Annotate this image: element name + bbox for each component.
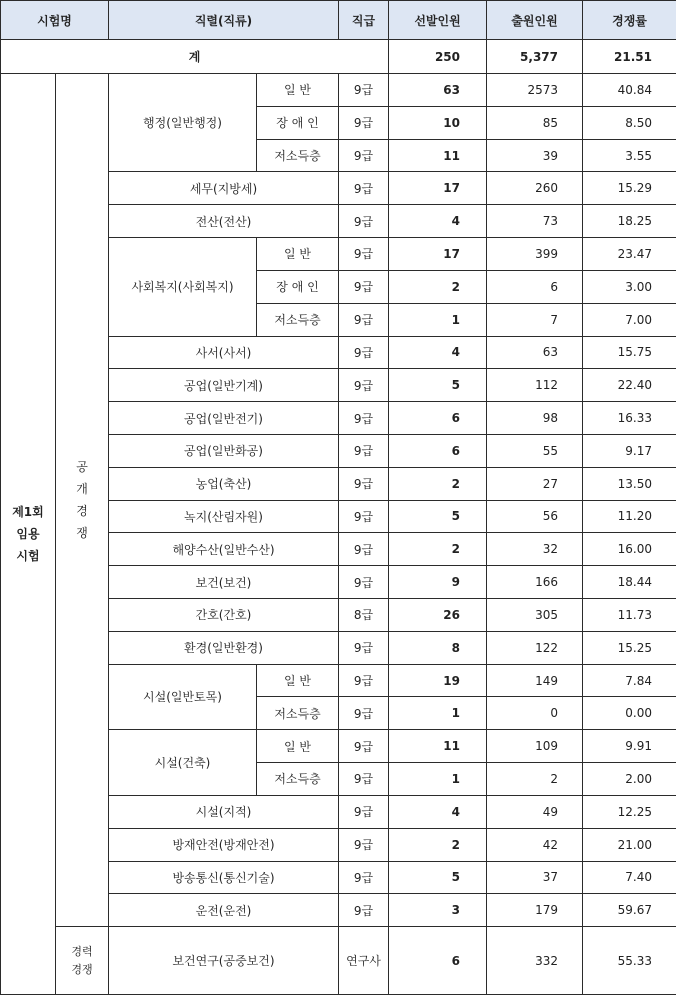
selected-cell: 19 (389, 664, 487, 697)
ratio-cell: 13.50 (583, 467, 676, 500)
applicants-cell: 98 (487, 402, 583, 435)
applicants-cell: 39 (487, 139, 583, 172)
header-exam: 시험명 (1, 1, 109, 40)
selected-cell: 5 (389, 861, 487, 894)
selected-cell: 4 (389, 795, 487, 828)
ratio-cell: 3.55 (583, 139, 676, 172)
ratio-cell: 9.91 (583, 730, 676, 763)
selected-cell: 1 (389, 303, 487, 336)
ratio-cell: 8.50 (583, 106, 676, 139)
selected-cell: 3 (389, 894, 487, 927)
selected-cell: 1 (389, 697, 487, 730)
grade-cell: 8급 (339, 599, 389, 632)
position-name: 방송통신(통신기술) (109, 861, 339, 894)
header-row (1, 1, 676, 40)
position-name: 공업(일반전기) (109, 402, 339, 435)
group-label: 시설(건축) (109, 730, 257, 796)
grade-cell: 9급 (339, 631, 389, 664)
ratio-cell: 2.00 (583, 763, 676, 796)
grade-cell: 9급 (339, 369, 389, 402)
sub-label: 일 반 (257, 730, 339, 763)
grade-cell: 9급 (339, 270, 389, 303)
grade-cell: 9급 (339, 566, 389, 599)
exam-name-cell: 제1회 임용 시험 (1, 74, 56, 995)
applicants-cell: 166 (487, 566, 583, 599)
position-name: 운전(운전) (109, 894, 339, 927)
position-name: 보건(보건) (109, 566, 339, 599)
applicants-cell: 332 (487, 927, 583, 995)
ratio-cell: 15.29 (583, 172, 676, 205)
applicants-cell: 6 (487, 270, 583, 303)
selected-cell: 2 (389, 467, 487, 500)
position-name: 녹지(산림자원) (109, 500, 339, 533)
grade-cell: 9급 (339, 467, 389, 500)
ratio-cell: 15.75 (583, 336, 676, 369)
selected-cell: 2 (389, 533, 487, 566)
selected-cell: 6 (389, 402, 487, 435)
applicants-cell: 42 (487, 828, 583, 861)
selected-cell: 4 (389, 336, 487, 369)
grade-cell: 연구사 (339, 927, 389, 995)
group-label: 사회복지(사회복지) (109, 238, 257, 336)
table-row (1, 927, 676, 995)
ratio-cell: 11.73 (583, 599, 676, 632)
applicants-cell: 55 (487, 434, 583, 467)
applicants-cell: 122 (487, 631, 583, 664)
grade-cell: 9급 (339, 402, 389, 435)
grade-cell: 9급 (339, 106, 389, 139)
selected-cell: 6 (389, 434, 487, 467)
selected-cell: 2 (389, 828, 487, 861)
total-label: 계 (1, 40, 389, 74)
position-name: 공업(일반화공) (109, 434, 339, 467)
grade-cell: 9급 (339, 205, 389, 238)
selected-cell: 2 (389, 270, 487, 303)
applicants-cell: 32 (487, 533, 583, 566)
applicants-cell: 73 (487, 205, 583, 238)
sub-label: 장 애 인 (257, 270, 339, 303)
sub-label: 저소득층 (257, 139, 339, 172)
ratio-cell: 7.84 (583, 664, 676, 697)
grade-cell: 9급 (339, 500, 389, 533)
applicants-cell: 149 (487, 664, 583, 697)
total-selected: 250 (389, 40, 487, 74)
applicants-cell: 399 (487, 238, 583, 271)
applicants-cell: 49 (487, 795, 583, 828)
grade-cell: 9급 (339, 434, 389, 467)
selected-cell: 26 (389, 599, 487, 632)
position-name: 해양수산(일반수산) (109, 533, 339, 566)
applicants-cell: 2 (487, 763, 583, 796)
header-ratio: 경쟁률 (583, 1, 676, 40)
group-label: 행정(일반행정) (109, 74, 257, 172)
applicants-cell: 63 (487, 336, 583, 369)
position-name: 방재안전(방재안전) (109, 828, 339, 861)
header-applicants: 출원인원 (487, 1, 583, 40)
selected-cell: 63 (389, 74, 487, 107)
sub-label: 저소득층 (257, 763, 339, 796)
grade-cell: 9급 (339, 74, 389, 107)
sub-label: 저소득층 (257, 697, 339, 730)
applicants-cell: 0 (487, 697, 583, 730)
ratio-cell: 9.17 (583, 434, 676, 467)
position-name: 시설(지적) (109, 795, 339, 828)
ratio-cell: 18.44 (583, 566, 676, 599)
ratio-cell: 23.47 (583, 238, 676, 271)
ratio-cell: 59.67 (583, 894, 676, 927)
ratio-cell: 15.25 (583, 631, 676, 664)
grade-cell: 9급 (339, 139, 389, 172)
grade-cell: 9급 (339, 172, 389, 205)
ratio-cell: 16.33 (583, 402, 676, 435)
selected-cell: 17 (389, 172, 487, 205)
grade-cell: 9급 (339, 533, 389, 566)
selected-cell: 1 (389, 763, 487, 796)
grade-cell: 9급 (339, 664, 389, 697)
selected-cell: 11 (389, 139, 487, 172)
applicants-cell: 56 (487, 500, 583, 533)
ratio-cell: 55.33 (583, 927, 676, 995)
position-name: 사서(사서) (109, 336, 339, 369)
applicants-cell: 7 (487, 303, 583, 336)
grade-cell: 9급 (339, 238, 389, 271)
ratio-cell: 0.00 (583, 697, 676, 730)
ratio-cell: 7.00 (583, 303, 676, 336)
grade-cell: 9급 (339, 795, 389, 828)
header-position: 직렬(직류) (109, 1, 339, 40)
table-row (1, 74, 676, 107)
grade-cell: 9급 (339, 730, 389, 763)
ratio-cell: 16.00 (583, 533, 676, 566)
selected-cell: 17 (389, 238, 487, 271)
sub-label: 저소득층 (257, 303, 339, 336)
total-row (1, 40, 676, 74)
selected-cell: 10 (389, 106, 487, 139)
grade-cell: 9급 (339, 303, 389, 336)
sub-label: 일 반 (257, 74, 339, 107)
grade-cell: 9급 (339, 828, 389, 861)
grade-cell: 9급 (339, 861, 389, 894)
total-ratio: 21.51 (583, 40, 676, 74)
ratio-cell: 18.25 (583, 205, 676, 238)
position-name: 농업(축산) (109, 467, 339, 500)
ratio-cell: 7.40 (583, 861, 676, 894)
grade-cell: 9급 (339, 697, 389, 730)
ratio-cell: 11.20 (583, 500, 676, 533)
applicants-cell: 179 (487, 894, 583, 927)
selected-cell: 9 (389, 566, 487, 599)
position-name: 간호(간호) (109, 599, 339, 632)
grade-cell: 9급 (339, 336, 389, 369)
applicants-cell: 305 (487, 599, 583, 632)
group-label: 시설(일반토목) (109, 664, 257, 730)
sub-label: 일 반 (257, 238, 339, 271)
selected-cell: 8 (389, 631, 487, 664)
grade-cell: 9급 (339, 894, 389, 927)
selected-cell: 6 (389, 927, 487, 995)
ratio-cell: 21.00 (583, 828, 676, 861)
applicants-cell: 260 (487, 172, 583, 205)
selected-cell: 5 (389, 369, 487, 402)
sub-label: 일 반 (257, 664, 339, 697)
ratio-cell: 3.00 (583, 270, 676, 303)
position-name: 세무(지방세) (109, 172, 339, 205)
position-name: 공업(일반기계) (109, 369, 339, 402)
sub-label: 장 애 인 (257, 106, 339, 139)
applicants-cell: 2573 (487, 74, 583, 107)
applicants-cell: 85 (487, 106, 583, 139)
applicants-cell: 112 (487, 369, 583, 402)
position-name: 보건연구(공중보건) (109, 927, 339, 995)
category-career-cell: 경력 경쟁 (56, 927, 109, 995)
ratio-cell: 40.84 (583, 74, 676, 107)
applicants-cell: 109 (487, 730, 583, 763)
category-open-cell: 공 개 경 쟁 (56, 74, 109, 927)
header-grade: 직급 (339, 1, 389, 40)
position-name: 전산(전산) (109, 205, 339, 238)
selected-cell: 11 (389, 730, 487, 763)
header-selected: 선발인원 (389, 1, 487, 40)
position-name: 환경(일반환경) (109, 631, 339, 664)
selected-cell: 4 (389, 205, 487, 238)
applicants-cell: 27 (487, 467, 583, 500)
grade-cell: 9급 (339, 763, 389, 796)
applicants-cell: 37 (487, 861, 583, 894)
ratio-cell: 12.25 (583, 795, 676, 828)
selected-cell: 5 (389, 500, 487, 533)
ratio-cell: 22.40 (583, 369, 676, 402)
total-applicants: 5,377 (487, 40, 583, 74)
